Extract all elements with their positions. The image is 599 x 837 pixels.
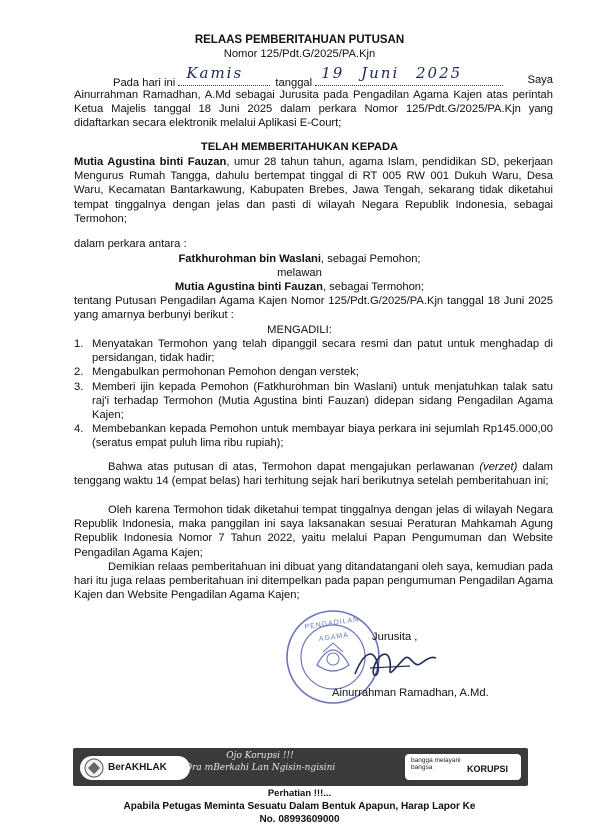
anti-corruption-logos — [405, 754, 521, 780]
berakhlak-label: BerAKHLAK — [108, 762, 167, 773]
stamp-text: PENGADILAN AGAMA — [304, 616, 360, 644]
notice-title: Perhatian !!!... — [267, 788, 332, 799]
date-handwritten: 19 Juni 2025 — [321, 64, 463, 82]
intro-tanggal: tanggal — [275, 77, 313, 89]
garuda-emblem-icon — [84, 758, 104, 778]
mengadili-list — [74, 337, 553, 451]
paragraph-verzet — [74, 460, 553, 488]
document-number: Nomor 125/Pdt.G/2025/PA.Kjn — [223, 48, 376, 60]
day-field — [178, 64, 270, 86]
item-text: Mengabulkan permohonan Pemohon dengan verstek; — [92, 366, 359, 379]
signer-name: Ainurrahman Ramadhan, A.Md. — [332, 687, 489, 699]
korupsi-label: KORUPSI — [467, 764, 509, 774]
notice-line: Apabila Petugas Meminta Sesuatu Dalam Bentuk Apapun, Harap Lapor Ke — [123, 801, 476, 812]
item-text: Menyatakan Termohon yang telah dipanggil secara resmi dan patut untuk menghadap di persidangan, tidak hadir; — [92, 338, 553, 365]
paragraph-panggilan: Oleh karena Termohon tidak diketahui tempat tinggalnya dengan jelas di wilayah Negara Republik Indonesia, maka panggilan ini saya laksanakan sesuai Peraturan Mahkamah Agung Republik Indonesia Nomor 7 Tahun 2022, yaitu melalui Papan Pengumuman dan Website Pengadilan Agama Kajen; — [74, 504, 553, 559]
paragraph-demikian: Demikian relaas pemberitahuan ini dibuat yang ditandatangani oleh saya, kemudian pada hari itu juga relaas pemberitahuan ini ditempelkan pada papan pengumuman Pengadilan Agama Kajen dan Website Pengadilan Agama Kajen; — [74, 561, 553, 602]
party-name: Mutia Agustina binti Fauzan — [74, 156, 227, 168]
mengadili-item — [74, 380, 553, 423]
bangga-melayani-label: bangga melayani bangsa — [411, 757, 461, 771]
termohon-role: , sebagai Termohon; — [322, 281, 425, 293]
date-field — [315, 64, 503, 86]
motto-line-1: Ojo Korupsi !!! — [226, 751, 294, 761]
melawan: melawan — [277, 267, 322, 279]
verzet-text-a: Bahwa atas putusan di atas, Termohon dapat mengajukan perlawanan — [108, 461, 480, 473]
motto-line-2: Ora mBerkahi Lan Ngisin-ngisini — [184, 763, 336, 773]
document-title: RELAAS PEMBERITAHUAN PUTUSAN — [194, 34, 405, 46]
pemohon-line — [0, 252, 599, 266]
party-details: , umur 28 tahun tahun, agama Islam, pendidikan SD, pekerjaan Mengurus Rumah Tangga, dahulu bertempat tinggal di RT 005 RW 001 Dukuh Waru, Desa Waru, Kecamatan Bantarkawung, Kabupaten Brebes, Jawa Tengah, sekarang tidak diketahui tempat tinggalnya dengan jelas dan pasti di wilayah Negara Republik Indonesia, sebagai Termohon; — [74, 156, 553, 225]
signature-scribble — [350, 644, 440, 684]
intro-paragraph: Ainurrahman Ramadhan, A.Md sebagai Jurusita pada Pengadilan Agama Kajen atas perintah Ketua Majelis tanggal 18 Juni 2025 dalam perkara Nomor 125/Pdt.G/2025/PA.Kjn yang didaftarkan secara elektronik melalui Aplikasi E-Court; — [74, 89, 553, 130]
item-number: 2. — [74, 366, 84, 379]
verzet-text-b: dalam tenggang waktu 14 (empat belas) hari terhitung sejak hari berikutnya setelah pemberitahuan ini; — [74, 461, 553, 488]
item-text: Memberi ijin kepada Pemohon (Fatkhurohman bin Waslani) untuk menjatuhkan talak satu raj'i terhadap Termohon (Mutia Agustina binti Fauzan) didepan sidang Pengadilan Agama Kajen; — [92, 380, 553, 422]
item-text: Membebankan kepada Pemohon untuk membayar biaya perkara ini sejumlah Rp145.000,00 (seratus empat puluh lima ribu rupiah); — [92, 423, 553, 450]
item-number: 4. — [74, 423, 84, 436]
item-number: 3. — [74, 380, 84, 393]
termohon-line — [0, 280, 599, 294]
footer-motto — [170, 750, 350, 774]
party-paragraph — [74, 155, 553, 226]
tentang-paragraph: tentang Putusan Pengadilan Agama Kajen Nomor 125/Pdt.G/2025/PA.Kjn tanggal 18 Juni 2025 yang amarnya berbunyi berikut : — [74, 295, 553, 322]
pemohon-name: Fatkhurohman bin Waslani — [178, 253, 322, 265]
termohon-name: Mutia Agustina binti Fauzan — [174, 281, 323, 293]
section-heading: TELAH MEMBERITAHUKAN KEPADA — [200, 141, 399, 153]
footer — [0, 748, 599, 837]
dalam-perkara: dalam perkara antara : — [74, 238, 187, 250]
signer-role: Jurusita , — [372, 631, 418, 643]
mengadili-item — [74, 337, 553, 365]
intro-saya: Saya — [527, 74, 553, 86]
intro-line — [113, 64, 553, 89]
verzet-italic: (verzet) — [479, 461, 518, 473]
pemohon-role: , sebagai Pemohon; — [321, 253, 421, 265]
day-handwritten: Kamis — [186, 64, 244, 82]
mengadili-heading: MENGADILI: — [267, 324, 332, 336]
mengadili-item — [74, 365, 553, 379]
item-number: 1. — [74, 338, 84, 350]
mengadili-item — [74, 422, 553, 450]
notice-phone: No. 08993609000 — [259, 814, 340, 825]
intro-pada-hari-ini: Pada hari ini — [113, 77, 176, 89]
signature-icon — [350, 644, 440, 684]
